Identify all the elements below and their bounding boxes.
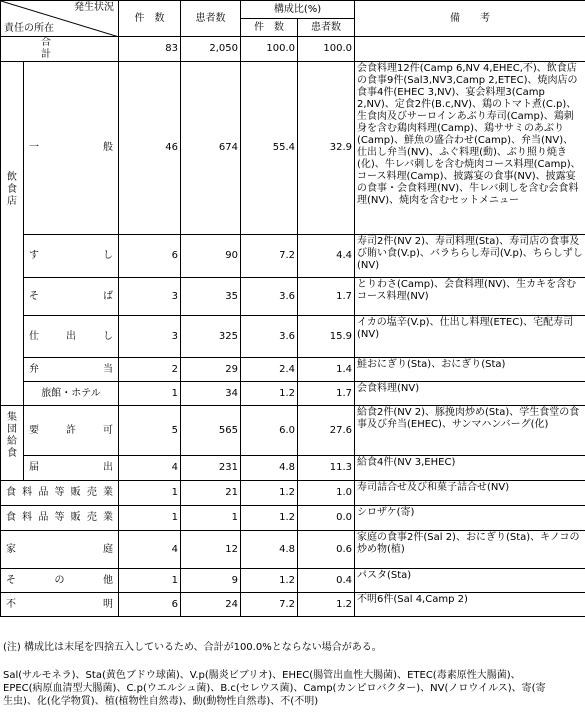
cases-cell: 83 [119,37,181,62]
note-cell: 家庭の食事2件(Sal 2)、おにぎり(Sta)、キノコの炒め物(植) [355,531,585,569]
note-cell: シロザケ(寄) [355,506,585,531]
pct-cases-cell: 100.0 [241,37,298,62]
ratio-patients-header: 患者数 [298,19,355,37]
pct-patients-cell: 27.6 [298,406,355,456]
cases-cell: 6 [119,593,181,617]
footnote-legend-line: EPEC(病原血清型大腸菌)、C.p(ウエルシュ菌)、B.c(セレウス菌)、Camp(カンピロバクター)、NV(ノロウイルス)、寄(寄 [3,683,546,694]
footnote-note: (注) 構成比は末尾を四捨五入しているため、合計が100.0%とならない場合がある。 [3,642,382,653]
table-row [1,406,585,456]
cases-cell: 5 [119,406,181,456]
row-label: 不 明 [1,593,119,617]
pct-cases-cell: 4.8 [241,531,298,569]
cases-cell: 4 [119,531,181,569]
pct-patients-cell: 15.9 [298,316,355,358]
note-cell: 会食料理(NV) [355,382,585,406]
pct-patients-cell: 1.7 [298,382,355,406]
cases-cell: 1 [119,506,181,531]
table-row [1,278,585,316]
note-cell: 給食2件(NV 2)、豚挽肉炒め(Sta)、学生食堂の食事及び弁当(EHEC)、サンマハンバーグ(化) [355,406,585,456]
cases-cell: 6 [119,235,181,278]
pct-cases-cell: 6.0 [241,406,298,456]
row-label: 仕 出 し [24,316,119,358]
row-label: 弁 当 [24,358,119,382]
cases-cell: 1 [119,481,181,506]
pct-cases-cell: 2.4 [241,358,298,382]
pct-patients-cell: 1.7 [298,278,355,316]
pct-patients-cell: 32.9 [298,62,355,235]
table-row [1,456,585,481]
pct-patients-cell: 4.4 [298,235,355,278]
cases-cell: 3 [119,278,181,316]
patients-cell: 231 [181,456,241,481]
cases-cell: 3 [119,316,181,358]
patients-cell: 2,050 [181,37,241,62]
patients-cell: 90 [181,235,241,278]
row-label: 一 般 [24,62,119,235]
table-row [1,506,585,531]
pct-cases-cell: 3.6 [241,278,298,316]
row-label: す し [24,235,119,278]
pct-cases-cell: 1.2 [241,506,298,531]
note-cell: 会食料理12件(Camp 6,NV 4,EHEC,不)、飲食店の食事9件(Sal3,NV3,Camp 2,ETEC)、焼肉店の食事4件(EHEC 3,NV)、宴会料理3(Camp 2,NV)、定食2件(B.c,NV)、鶏のトマト煮(C.p)、生食肉及びサーロインあぶり寿司(Camp)、鶏刺身を含む鶏肉料理(Camp)、鶏ササミのあぶり(Camp)、鮮魚の盛合わせ(Camp)、弁当(NV)、仕出し弁当(NV)、ふぐ料理(動)、ぶり照り焼き(化)、牛レバ刺しを含む焼肉コース料理(Camp)、コース料理(Camp)、披露宴の食事(NV)、披露宴の食事・会食料理(NV)、牛レバ刺しを含む会食料理(NV)、焼肉を含むセットメニュー [355,62,585,235]
note-cell: イカの塩辛(V.p)、仕出し料理(ETEC)、宅配寿司(NV) [355,316,585,358]
row-label: 届 出 [24,456,119,481]
patients-cell: 21 [181,481,241,506]
row-label: そ ば [24,278,119,316]
patients-cell: 34 [181,382,241,406]
table-row [1,531,585,569]
table-row [1,358,585,382]
patients-cell: 325 [181,316,241,358]
note-cell: 不明6件(Sal 4,Camp 2) [355,593,585,617]
corner-header-cell [1,1,119,37]
table-row [1,569,585,593]
patients-cell: 24 [181,593,241,617]
group-restaurant: 飲 食 店 [1,62,24,406]
patients-cell: 565 [181,406,241,456]
ratio-cases-header: 件 数 [241,19,298,37]
group-catering: 集 団 給 食 [1,406,24,481]
row-label: 要 許 可 [24,406,119,456]
pct-patients-cell: 1.4 [298,358,355,382]
cases-header: 件 数 [119,1,181,37]
pct-patients-cell: 0.6 [298,531,355,569]
note-cell: 鮭おにぎり(Sta)、おにぎり(Sta) [355,358,585,382]
pct-patients-cell: 100.0 [298,37,355,62]
note-cell: 給食4件(NV 3,EHEC) [355,456,585,481]
pct-patients-cell: 0.4 [298,569,355,593]
pct-cases-cell: 1.2 [241,569,298,593]
cases-cell: 1 [119,569,181,593]
row-label: 旅館・ホテル [24,382,119,406]
pct-cases-cell: 1.2 [241,382,298,406]
table-row [1,316,585,358]
pct-patients-cell: 0.0 [298,506,355,531]
pct-cases-cell: 7.2 [241,235,298,278]
pct-patients-cell: 1.2 [298,593,355,617]
note-cell: 寿司2件(NV 2)、寿司料理(Sta)、寿司店の食事及び賄い食(V.p)、バラちらし寿司(V.p)、ちらしずし(NV) [355,235,585,278]
note-cell: とりわさ(Camp)、会食料理(NV)、生カキを含むコース料理(NV) [355,278,585,316]
pct-cases-cell: 3.6 [241,316,298,358]
status-header: 発生状況 [74,2,114,13]
patients-cell: 35 [181,278,241,316]
patients-cell: 29 [181,358,241,382]
cases-cell: 46 [119,62,181,235]
note-cell: パスタ(Sta) [355,569,585,593]
patients-header: 患者数 [181,1,241,37]
cases-cell: 4 [119,456,181,481]
row-label: 食料品等販売業 [1,506,119,531]
pct-cases-cell: 1.2 [241,481,298,506]
table-row [1,62,585,235]
footnote-legend-line: 生虫)、化(化学物質)、植(植物性自然毒)、動(動物性自然毒)、不(不明) [3,696,319,707]
patients-cell: 1 [181,506,241,531]
note-cell [355,37,585,62]
note-cell: 寿司詰合せ及び和菓子詰合せ(NV) [355,481,585,506]
table-row [1,481,585,506]
footnote-legend-line: Sal(サルモネラ)、Sta(黄色ブドウ球菌)、V.p(腸炎ビブリオ)、EHEC(腸管出血性大腸菌)、ETEC(毒素原性大腸菌)、 [3,670,521,681]
patients-cell: 9 [181,569,241,593]
table-row [1,235,585,278]
remarks-header: 備 考 [355,1,585,37]
row-label: そ の 他 [1,569,119,593]
row-label: 食料品等販売業 [1,481,119,506]
row-label: 家 庭 [1,531,119,569]
table-row [1,382,585,406]
ratio-header: 構成比(%) [241,1,355,19]
total-row [1,37,585,62]
patients-cell: 674 [181,62,241,235]
location-header: 責任の所在 [4,23,54,34]
cases-cell: 2 [119,358,181,382]
pct-patients-cell: 1.0 [298,481,355,506]
pct-cases-cell: 55.4 [241,62,298,235]
cases-cell: 1 [119,382,181,406]
pct-cases-cell: 4.8 [241,456,298,481]
table-row [1,593,585,617]
pct-cases-cell: 7.2 [241,593,298,617]
row-label: 合 計 [1,37,119,62]
pct-patients-cell: 11.3 [298,456,355,481]
patients-cell: 12 [181,531,241,569]
